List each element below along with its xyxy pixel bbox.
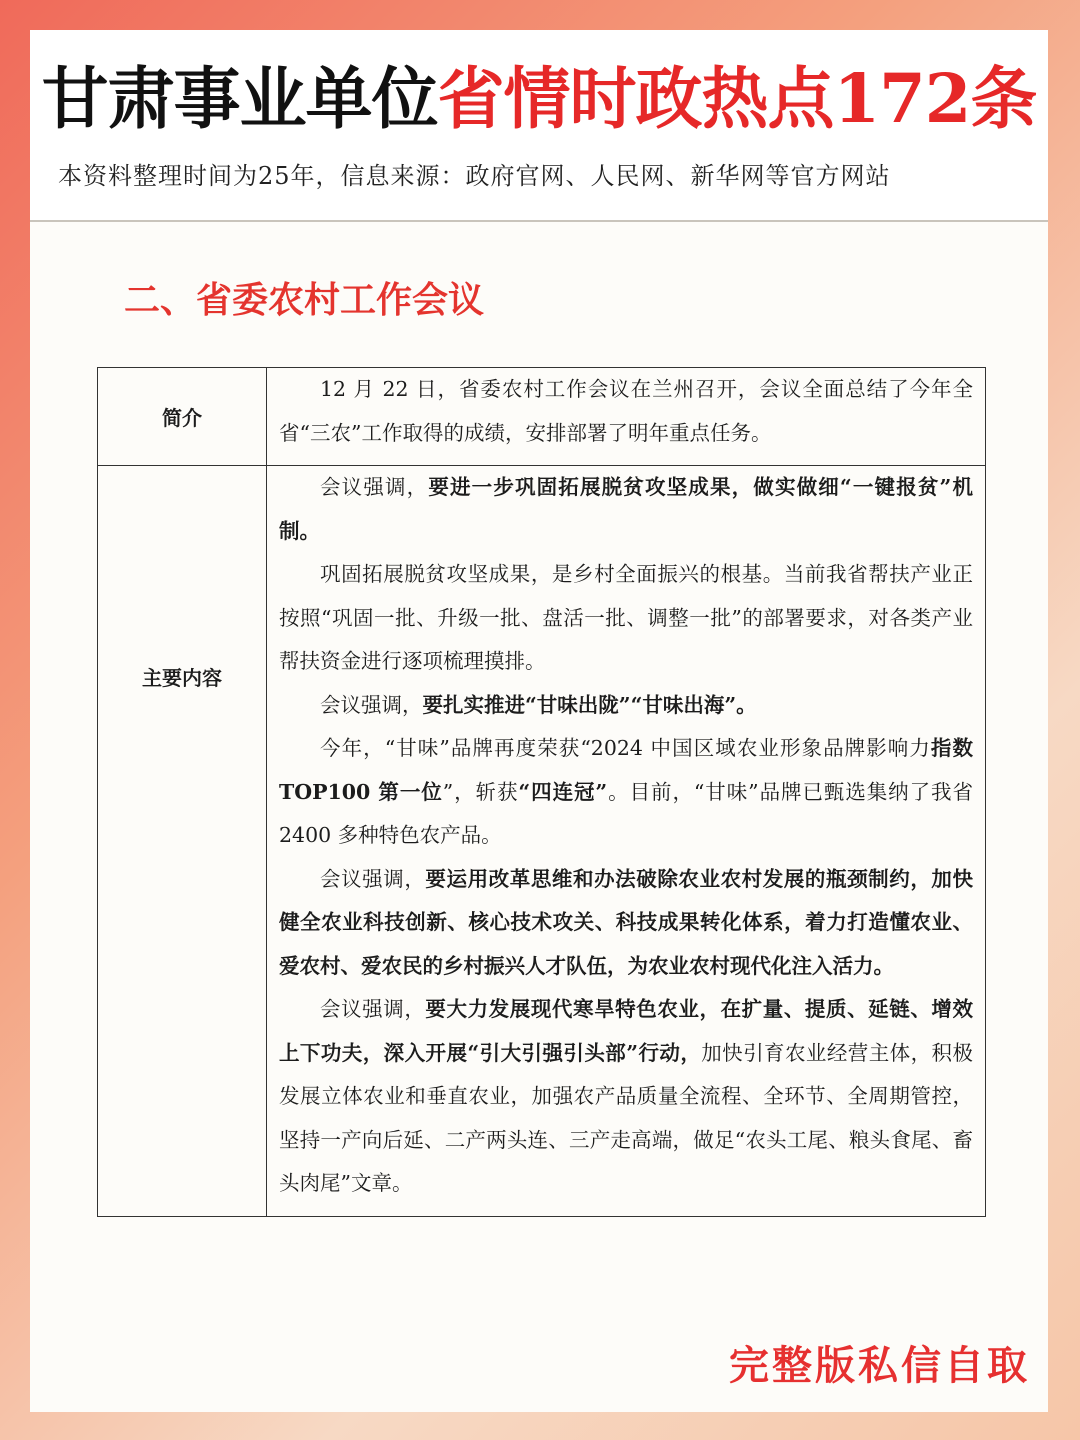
paragraph-6 <box>279 988 973 1206</box>
title-black-part: 甘肃事业单位 <box>41 59 438 138</box>
intro-cell <box>267 368 986 466</box>
intro-text: 12 月 22 日，省委农村工作会议在兰州召开，会议全面总结了今年全省“三农”工作取得的成绩，安排部署了明年重点任务。 <box>279 377 973 445</box>
p1-lead: 会议强调， <box>320 475 429 499</box>
p6-lead: 会议强调， <box>320 997 426 1021</box>
p4-part-b: ”，斩获 <box>442 779 519 804</box>
paragraph-2: 巩固拓展脱贫攻坚成果，是乡村全面振兴的根基。当前我省帮扶产业正按照“巩固一批、升级一批、盘活一批、调整一批”的部署要求，对各类产业帮扶资金进行逐项梳理摸排。 <box>279 562 973 673</box>
p5-emphasis: 要运用改革思维和办法破除农业农村发展的瓶颈制约，加快健全农业科技创新、核心技术攻关、科技成果转化体系，着力打造懂农业、爱农村、爱农民的乡村振兴人才队伍，为农业农村现代化注入活力。 <box>279 866 974 978</box>
p6-rest: 加快引育农业经营主体，积极发展立体农业和垂直农业，加强农产品质量全流程、全环节、全周期管控，坚持一产向后延、二产两头连、三产走高端，做足“农头工尾、粮头食尾、畜头肉尾”文章。 <box>279 1040 973 1195</box>
p6-emphasis: 要大力发展现代寒旱特色农业，在扩量、提质、延链、增效上下功夫，深入开展“引大引强引头部”行动， <box>279 997 974 1065</box>
paragraph-3 <box>279 684 973 728</box>
intro-row <box>98 368 986 466</box>
content-cell <box>267 466 986 1217</box>
paragraph-1 <box>279 466 973 553</box>
paragraph-4 <box>279 727 973 858</box>
meeting-table <box>97 367 986 1217</box>
p3-lead: 会议强调， <box>320 692 423 717</box>
header-banner <box>30 30 1048 222</box>
section-heading: 二、省委农村工作会议 <box>124 279 485 321</box>
p3-emphasis: 要扎实推进“甘味出陇”“甘味出海”。 <box>422 692 757 717</box>
private-message-cta: 完整版私信自取 <box>729 1342 1030 1389</box>
paragraph-5 <box>279 858 973 989</box>
page-title <box>30 44 1048 154</box>
source-note: 本资料整理时间为25年，信息来源：政府官网、人民网、新华网等官方网站 <box>58 162 891 190</box>
intro-label: 简介 <box>98 368 267 466</box>
p4-emphasis-1: 指数 TOP100 第一位 <box>279 736 973 804</box>
p4-emphasis-2: “四连冠” <box>518 779 608 804</box>
p4-part-c: 。目前，“甘味”品牌已甄选集纳了我省 2400 多种特色农产品。 <box>279 779 973 847</box>
p4-part-a: 今年，“甘味”品牌再度荣获“2024 中国区域农业形象品牌影响力 <box>320 736 931 760</box>
content-row <box>98 466 986 1217</box>
content-label: 主要内容 <box>98 466 267 1217</box>
document-page <box>30 30 1048 1412</box>
p5-lead: 会议强调， <box>320 866 426 891</box>
p1-emphasis: 要进一步巩固拓展脱贫攻坚成果，做实做细“一键报贫”机制。 <box>279 475 973 543</box>
title-red-part: 省情时政热点172条 <box>437 59 1037 138</box>
